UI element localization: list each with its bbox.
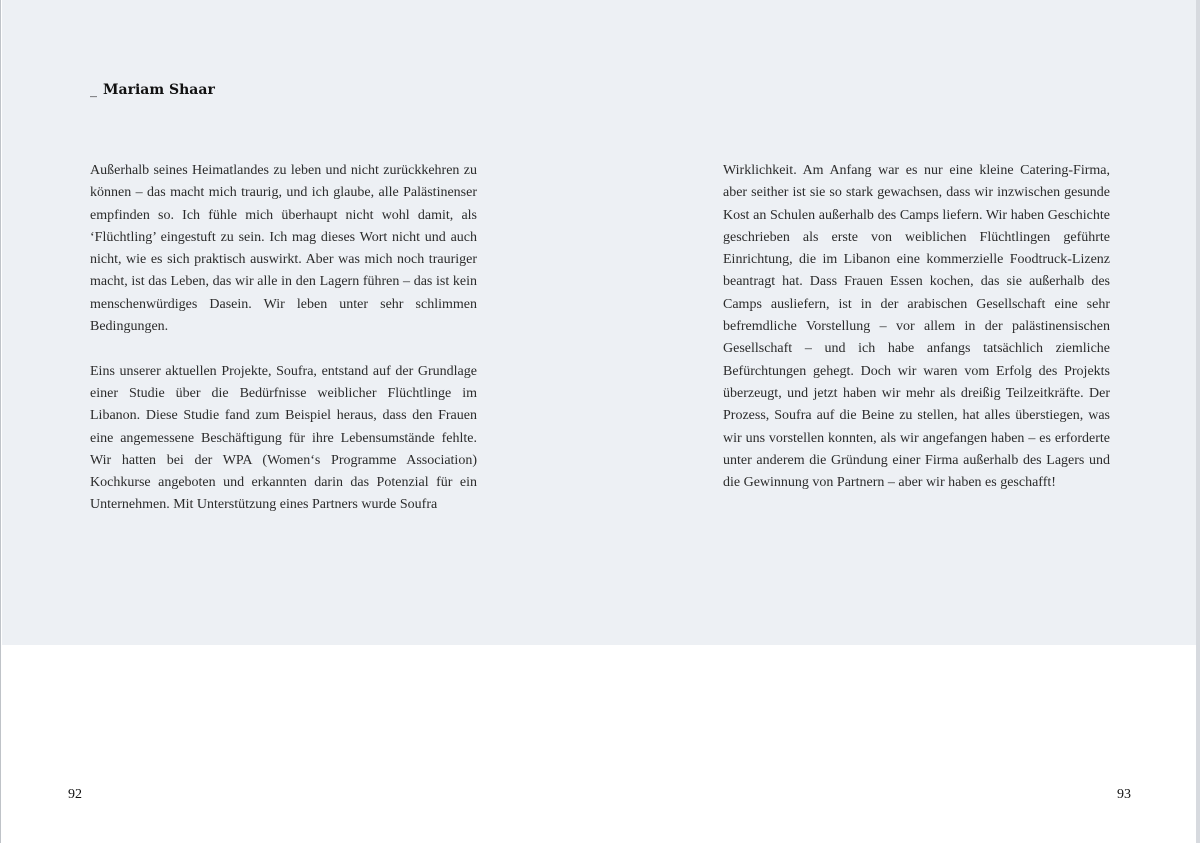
right-paragraph-1: Wirklichkeit. Am Anfang war es nur eine kleine Catering-Firma, aber seither ist sie so stark gewachsen, dass wir inzwischen gesunde Kost an Schulen außerhalb des Camps liefern. Wir haben Geschichte geschrieben als erste von weiblichen Flüchtlingen geführte Einrichtung, die im Libanon eine kommerzielle Foodtruck-Lizenz beantragt hat. Dass Frauen Essen kochen, das sie außerhalb des Camps ausliefern, ist in der arabischen Gesellschaft eine sehr befremdliche Vorstellung – vor allem in der palästinensischen Gesellschaft – und ich habe anfangs tatsächlich ziemliche Befürchtungen gehegt. Doch wir waren vom Erfolg des Projekts überzeugt, und jetzt haben wir mehr als dreißig Teilzeitkräfte. Der Prozess, Soufra auf die Beine zu stellen, hat alles überstiegen, was wir uns vorstellen konnten, als wir angefangen haben – es erforderte unter anderem die Gründung einer Firma außerhalb des Lagers und die Gewinnung von Partnern – aber wir haben es geschafft! xyxy=(723,163,1110,491)
left-paragraph-1: Außerhalb seines Heimatlandes zu leben und nicht zurückkehren zu können – das macht mich traurig, und ich glaube, alle Palästinenser empfinden so. Ich fühle mich überhaupt nicht wohl damit, als ‘Flüchtling’ eingestuft zu sein. Ich mag dieses Wort nicht und auch nicht, wie es sich praktisch auswirkt. Aber was mich noch trauriger macht, ist das Leben, das wir alle in den Lagern führen – das ist kein menschenwürdiges Dasein. Wir leben unter sehr schlimmen Bedingungen. xyxy=(90,163,477,335)
heading-dash: _ xyxy=(90,82,97,98)
page-number-right: 93 xyxy=(1117,787,1131,802)
author-name: Mariam Shaar xyxy=(103,82,215,98)
left-paragraph-2: Eins unserer aktuellen Projekte, Soufra, entstand auf der Grundlage einer Studie über die Bedürfnisse weiblicher Flüchtlinge im Libanon. Diese Studie fand zum Beispiel heraus, dass den Frauen eine angemessene Beschäftigung für ihre Lebensumstände fehlte. Wir hatten bei der WPA (Women‘s Programme Association) Kochkurse angeboten und erkannten darin das Potenzial für ein Unternehmen. Mit Unterstützung eines Partners wurde Soufra xyxy=(90,363,477,513)
right-page-text xyxy=(723,160,1110,494)
left-page-text xyxy=(90,160,477,517)
page-number-left: 92 xyxy=(68,787,82,802)
author-heading xyxy=(90,82,215,98)
page-edge xyxy=(1196,0,1200,843)
